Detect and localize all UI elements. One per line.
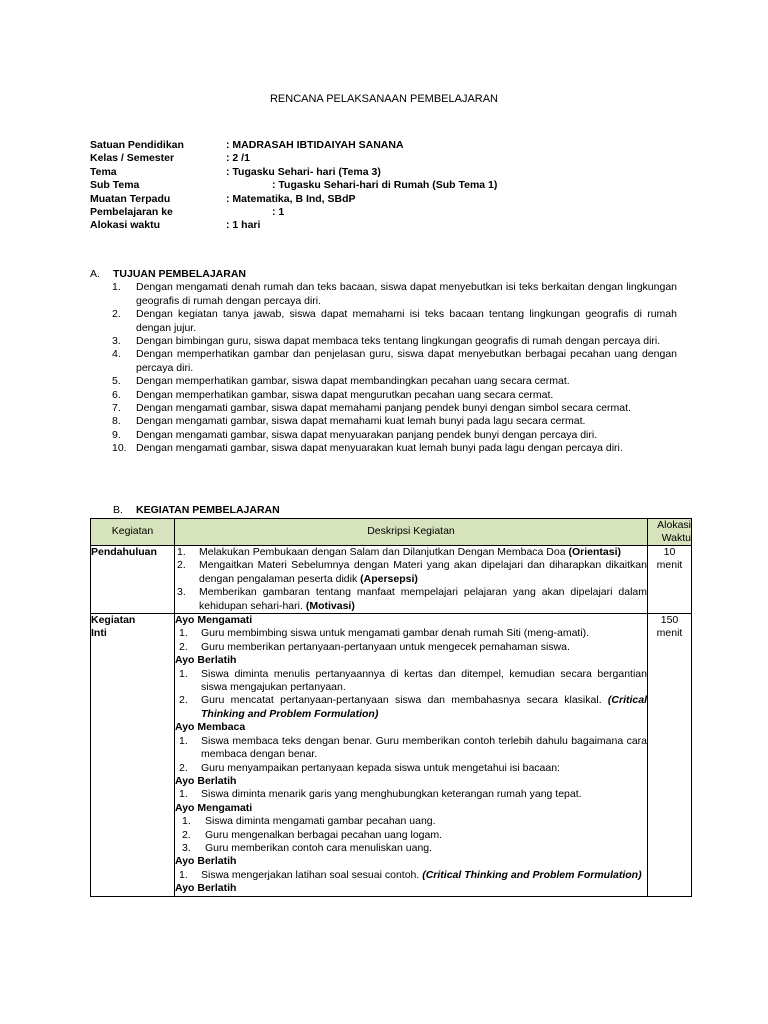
list-item: 10. Dengan mengamati gambar, siswa dapat menyuarakan kuat lemah bunyi pada lagu dengan percaya diri. — [112, 442, 623, 455]
list-item: 3. Dengan bimbingan guru, siswa dapat membaca teks tentang lingkungan geografis di rumah dengan percaya diri. — [112, 335, 661, 348]
list-item: 7. Dengan mengamati gambar, siswa dapat memahami panjang pendek bunyi dengan simbol secara cermat. — [112, 402, 631, 415]
info-label: Tema — [90, 165, 117, 178]
list-item: 2. Guru mengenalkan berbagai pecahan uang logam. — [182, 828, 443, 841]
list-item: 8. Dengan mengamati gambar, siswa dapat memahami kuat lemah bunyi pada lagu secara cermat. — [112, 415, 586, 428]
info-value: : 1 — [272, 205, 285, 218]
info-label: Pembelajaran ke — [90, 205, 173, 218]
info-label: Muatan Terpadu — [90, 192, 171, 205]
info-row — [90, 219, 690, 232]
info-value: : Tugasku Sehari- hari (Tema 3) — [226, 165, 381, 178]
activity-time: 150 menit — [648, 614, 692, 897]
info-label: Sub Tema — [90, 179, 140, 192]
activities-table — [90, 518, 692, 897]
list-item: 5. Dengan memperhatikan gambar, siswa dapat membandingkan pecahan uang secara cermat. — [112, 375, 570, 388]
list-item: 1. Siswa diminta menulis pertanyaannya di kertas dan ditempel, kemudian secara bergantian siswa mengajukan pertanyaan. — [179, 667, 647, 694]
page-title: RENCANA PELAKSANAAN PEMBELAJARAN — [269, 93, 499, 105]
section-title: TUJUAN PEMBELAJARAN — [113, 268, 247, 280]
step-heading: Ayo Berlatih — [175, 654, 237, 667]
info-label: Alokasi waktu — [90, 219, 161, 232]
activity-description — [175, 614, 648, 897]
activity-name: Pendahuluan — [91, 546, 175, 614]
list-item: 2. Guru memberikan pertanyaan-pertanyaan untuk mengecek pemahaman siswa. — [179, 640, 570, 653]
section-letter: A. — [90, 268, 100, 280]
list-item: 2. Guru mencatat pertanyaan-pertanyaan siswa dan membahasnya secara klasikal. (Critical Thinking and Problem Formulation) — [179, 694, 647, 720]
list-item: 3. Memberikan gambaran tentang manfaat mempelajari pelajaran yang akan dipelajari dalam kehidupan sehari-hari. (Motivasi) — [177, 586, 647, 612]
list-item: 1. Siswa diminta menarik garis yang menghubungkan keterangan rumah yang tepat. — [179, 788, 582, 801]
table-header-row — [91, 519, 692, 546]
list-item: 1. Siswa mengerjakan latihan soal sesuai contoh. (Critical Thinking and Problem Formulation) — [179, 868, 642, 881]
step-heading: Ayo Berlatih — [175, 855, 237, 868]
list-item: 1. Siswa membaca teks dengan benar. Guru memberikan contoh terlebih dahulu bagaimana cara membaca dengan benar. — [179, 734, 647, 761]
table-row — [91, 546, 692, 614]
info-row — [90, 206, 690, 219]
info-row — [90, 139, 690, 152]
step-heading: Ayo Mengamati — [175, 801, 253, 814]
list-item: 9. Dengan mengamati gambar, siswa dapat menyuarakan panjang pendek bunyi dengan percaya diri. — [112, 428, 598, 441]
identity-block — [90, 139, 690, 233]
column-header: Alokasi Waktu — [648, 519, 692, 546]
info-value: : Tugasku Sehari-hari di Rumah (Sub Tema 1) — [272, 179, 498, 192]
info-label: Kelas / Semester — [90, 152, 175, 165]
section-heading — [113, 504, 280, 517]
activity-description — [175, 546, 648, 614]
list-item: 2. Dengan kegiatan tanya jawab, siswa dapat memahami isi teks bacaan tentang lingkungan geografis di rumah dengan jujur. — [112, 308, 677, 334]
section-title: KEGIATAN PEMBELAJARAN — [136, 504, 280, 516]
info-row — [90, 193, 690, 206]
list-item: 1. Siswa diminta mengamati gambar pecahan uang. — [182, 815, 436, 828]
table-row — [91, 614, 692, 897]
objectives-list — [90, 281, 677, 455]
step-heading: Ayo Berlatih — [175, 774, 237, 787]
list-item: 3. Guru memberikan contoh cara menuliskan uang. — [182, 841, 433, 854]
list-item: 4. Dengan memperhatikan gambar dan penjelasan guru, siswa dapat menyebutkan berbagai pecahan uang dengan percaya diri. — [112, 348, 677, 374]
list-item: 1. Melakukan Pembukaan dengan Salam dan Dilanjutkan Dengan Membaca Doa (Orientasi) — [177, 546, 621, 558]
section-tujuan — [90, 268, 677, 456]
list-item: 1. Guru membimbing siswa untuk mengamati gambar denah rumah Siti (meng-amati). — [179, 627, 590, 640]
column-header: Kegiatan — [91, 519, 175, 546]
info-row — [90, 179, 690, 192]
list-item: 1. Dengan mengamati denah rumah dan teks bacaan, siswa dapat menyebutkan isi teks berkaitan dengan lingkungan geografis di rumah dengan percaya diri. — [112, 281, 677, 307]
activity-time: 10 menit — [648, 546, 692, 614]
info-label: Satuan Pendidikan — [90, 139, 184, 151]
info-value: : 1 hari — [226, 219, 261, 232]
activity-name: Kegiatan Inti — [91, 614, 175, 897]
column-header: Deskripsi Kegiatan — [175, 519, 648, 546]
list-item: 2. Mengaitkan Materi Sebelumnya dengan Materi yang akan dipelajari dan diharapkan dikaitkan dengan pengalaman peserta didik (Apersepsi) — [177, 559, 647, 585]
step-heading: Ayo Membaca — [175, 721, 246, 734]
info-value: : Matematika, B Ind, SBdP — [226, 192, 356, 205]
info-row — [90, 166, 690, 179]
info-value: : 2 /1 — [226, 152, 250, 165]
list-item: 2. Guru menyampaikan pertanyaan kepada siswa untuk mengetahui isi bacaan: — [179, 761, 560, 774]
section-letter: B. — [113, 504, 123, 516]
info-row — [90, 152, 690, 165]
list-item: 6. Dengan memperhatikan gambar, siswa dapat mengurutkan pecahan uang secara cermat. — [112, 388, 554, 401]
step-heading: Ayo Mengamati — [175, 614, 253, 627]
section-heading — [90, 268, 677, 281]
step-heading: Ayo Berlatih — [175, 882, 237, 895]
info-value: : MADRASAH IBTIDAIYAH SANANA — [226, 139, 404, 151]
